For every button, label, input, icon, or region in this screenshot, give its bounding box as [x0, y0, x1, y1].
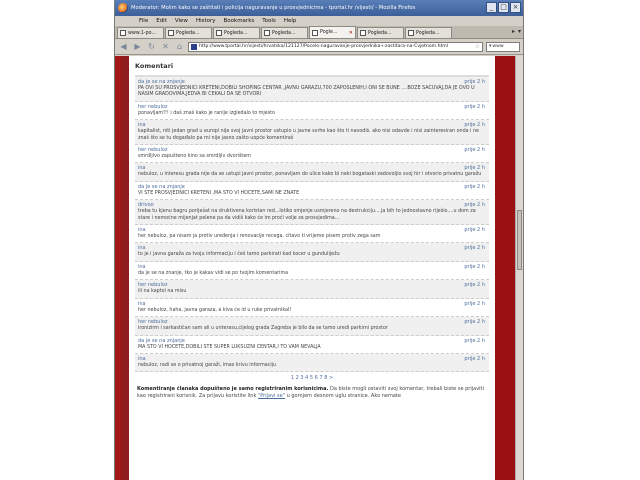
comment-time: prije 2 h — [464, 300, 485, 307]
url-bar[interactable] — [188, 42, 483, 52]
page-favicon-icon — [312, 30, 318, 36]
tab-label: Pogleda... — [368, 30, 392, 36]
comments-heading: Komentari — [135, 62, 489, 77]
tab-label: Pogleda... — [224, 30, 248, 36]
comment-item — [135, 243, 489, 261]
page-favicon-icon — [408, 30, 414, 36]
scrollbar-thumb[interactable] — [517, 210, 522, 270]
comment-author[interactable]: ina — [138, 245, 146, 252]
comment-meta — [138, 245, 489, 251]
page-content — [129, 56, 495, 480]
comment-item — [135, 182, 489, 200]
pagination[interactable]: 1 2 3 4 5 6 7 8 > — [290, 375, 334, 382]
comment-item — [135, 317, 489, 335]
comment-meta — [138, 338, 489, 344]
home-icon[interactable]: ⌂ — [176, 42, 183, 51]
comment-notice — [135, 383, 489, 399]
comment-author[interactable]: her nebuloz — [138, 319, 168, 326]
comment-list — [135, 77, 489, 372]
window-title: Moderator: Molim kako se zaštitati i policija naguravanje u prosvjednicima - tportal.hr /vijesti/ - Mozilla Firefox — [131, 5, 416, 11]
comment-time: prije 2 h — [464, 355, 485, 362]
menu-history[interactable]: History — [195, 18, 216, 24]
close-tab-icon[interactable]: ✕ — [348, 29, 353, 36]
comment-author[interactable]: ina — [138, 227, 146, 234]
comment-author[interactable]: her nebuloz — [138, 147, 168, 154]
comment-item — [135, 354, 489, 372]
comment-meta — [138, 356, 489, 362]
comment-item — [135, 145, 489, 163]
site-favicon-icon — [191, 44, 197, 50]
menu-help[interactable]: Help — [283, 18, 297, 24]
comment-meta — [138, 227, 489, 233]
comment-text: nebuloz, radi se o privatnoj garaži, imas krivu informaciju — [138, 362, 277, 368]
comment-author[interactable]: her nebuloz — [138, 103, 168, 110]
comment-text: ironizirm i sarkastičan sam ali u unterasu,cijelog grada Zagreba je bilo da se tamo uredi parkirni prostor — [138, 326, 388, 332]
reload-icon[interactable]: ↻ — [148, 42, 155, 51]
comment-text: her nebuloz, haha, javna garaza, a kiva će id u ruke privatnikal! — [138, 307, 292, 313]
tab-label: Pogleda... — [176, 30, 200, 36]
tab-label: Pogle... — [320, 30, 338, 35]
comment-author[interactable]: ina — [138, 300, 146, 307]
comment-meta — [138, 202, 489, 208]
page-favicon-icon — [216, 30, 222, 36]
comment-time: prije 2 h — [464, 227, 485, 234]
comment-item — [135, 280, 489, 298]
comment-meta — [138, 301, 489, 307]
comment-item — [135, 299, 489, 317]
notice-text: Da biste mogli ostaviti svoj komentar, trebali biste se prijaviti kao registrirani korisnik. Za prijavu koristite link — [137, 386, 484, 399]
comment-meta — [138, 122, 489, 128]
menu-file[interactable]: File — [139, 18, 149, 24]
left-red-border — [115, 56, 121, 480]
comment-time: prije 2 h — [464, 147, 485, 154]
comment-author[interactable]: her nebuloz — [138, 282, 168, 289]
comment-item — [135, 102, 489, 120]
page-favicon-icon — [168, 30, 174, 36]
tab-strip — [115, 26, 523, 39]
right-red-border — [495, 56, 515, 480]
comment-time: prije 2 h — [464, 337, 485, 344]
comment-meta — [138, 282, 489, 288]
comment-time: prije 2 h — [464, 202, 485, 209]
comment-text: da je se na znanje, tko je kakav vidi se po tvojim komentarima — [138, 270, 289, 276]
tab-scroll-controls — [512, 28, 521, 35]
comment-text: MA STO VI HOCETE,DOBILI STE SUPER LUKSUZNI CENTAR,I TO VAM NEVALJA — [138, 344, 321, 350]
comment-meta — [138, 319, 489, 325]
tab-1[interactable] — [117, 27, 164, 38]
comment-text: nebuloz, u interesu grada nije da se ustupi javni prostor, ponavljam do ulice kako bi neki bogataski zadovoljio svoj hir i otvorio privatnu garažu — [138, 172, 482, 178]
comment-item — [135, 225, 489, 243]
comment-item — [135, 336, 489, 354]
comment-item — [135, 262, 489, 280]
comment-text: kapitalist, niti jedan grad u europi nije svoj javni prostor ustupio u javne svrhe kao što ti navodiš. ako nisi odavde i nisi zainteresiran onda i ne znaš što se tu događalo pa mi nije jasno zašto uopće komentiraš — [138, 129, 479, 141]
comment-text: smrdljivo zapušteno kino sa smrdljiv dvorištem — [138, 154, 251, 160]
tab-label: www.1-po... — [128, 30, 157, 36]
notice-tail: u gornjem desnom uglu stranice. Ako nemate — [286, 392, 401, 399]
tab-label: Pogleda... — [272, 30, 296, 36]
minimize-button[interactable]: _ — [486, 2, 497, 13]
tab-7[interactable] — [405, 27, 452, 38]
comment-time: prije 2 h — [464, 183, 485, 190]
comment-author[interactable]: ina — [138, 122, 146, 129]
comment-author[interactable]: drivoo — [138, 202, 154, 209]
comment-meta — [138, 79, 489, 85]
comment-author[interactable]: ina — [138, 165, 146, 172]
maximize-button[interactable]: □ — [498, 2, 509, 13]
comment-author[interactable]: da je se na znjanje — [138, 337, 185, 344]
window-controls — [486, 2, 521, 13]
menu-bookmarks[interactable]: Bookmarks — [223, 18, 255, 24]
comment-time: prije 2 h — [464, 103, 485, 110]
title-bar[interactable] — [115, 0, 523, 16]
page-viewport — [115, 56, 523, 480]
comment-time: prije 2 h — [464, 319, 485, 326]
close-button[interactable]: × — [510, 2, 521, 13]
comment-text: ili na kaptol na misu — [138, 289, 187, 295]
menu-view[interactable]: View — [174, 18, 188, 24]
notice-title: Komentiranje članaka dopušteno je samo registriranim korisnicima. — [137, 386, 329, 393]
comment-time: prije 2 h — [464, 263, 485, 270]
comment-meta — [138, 165, 489, 171]
tab-5-active[interactable] — [309, 26, 356, 38]
page-favicon-icon — [264, 30, 270, 36]
comment-meta — [138, 264, 489, 270]
url-text: http://www.tportal.hr/vijesti/hrvatska/121127/Pocelo-naguravanje-prosvjednika-i-zastitara-na-Cvjetnom.html — [199, 44, 449, 49]
stop-icon[interactable]: ✕ — [162, 42, 169, 51]
comment-text: her nebuloz, pa nisam ja protiv uređenja i renovacije recega, citavo ti vrijeme pisem protiv zega sam — [138, 234, 381, 240]
forward-arrow-icon[interactable]: ▶ — [134, 42, 141, 51]
page-favicon-icon — [360, 30, 366, 36]
search-engine-icon[interactable]: ▾ — [489, 44, 492, 49]
tab-scroll-right-icon[interactable]: ▸ — [511, 28, 515, 35]
tab-label: Pogleda... — [416, 30, 440, 36]
comment-author[interactable]: da je se na znjanje — [138, 79, 185, 85]
comment-author[interactable]: da je se na znjanje — [138, 183, 185, 190]
firefox-icon — [118, 3, 128, 13]
comment-author[interactable]: ina — [138, 263, 146, 270]
comment-text: VI STE PROSVJEDNICI KRETENI ,MA STO VI HOCETE,SAMI NE ZNATE — [138, 190, 300, 196]
search-box[interactable] — [486, 42, 520, 52]
tab-3[interactable] — [213, 27, 260, 38]
comment-time: prije 2 h — [464, 122, 485, 129]
comment-meta — [138, 104, 489, 110]
comment-item — [135, 77, 489, 102]
comment-text: treba tu kjenu bagru porijeśat na druktivena koristan red...lotiko smjenje usmjereno na destrukciju....ja bih to jednostavno riješio....u dom za stare i nemoćne mijenjat pelene pa da vidiš kako će im proći volje za prosvjedima... — [138, 209, 476, 221]
menu-bar — [115, 16, 523, 26]
browser-window — [114, 0, 524, 480]
back-arrow-icon[interactable]: ◀ — [120, 42, 127, 51]
tab-6[interactable] — [357, 27, 404, 38]
login-link[interactable]: "Prijavi se" — [257, 392, 285, 399]
comment-meta — [138, 147, 489, 153]
comment-text: PA OVI SU PROSVJEDNICI KRETENI,DOBILI SHOPING CENTAR ,JAVNU GARAZU,700 ZAPOSLENIH,I ONI SE BUNE ....BOZE SACUVAJ,DA JE OVO U NASIM GRADOVIMA,JEDVA BI CEKALI DA SE OTVORI — [138, 86, 475, 98]
comment-item — [135, 200, 489, 225]
comment-time: prije 2 h — [464, 245, 485, 252]
tab-2[interactable] — [165, 27, 212, 38]
search-placeholder: www — [492, 44, 504, 49]
tab-list-icon[interactable]: ▾ — [517, 28, 521, 35]
tab-4[interactable] — [261, 27, 308, 38]
comment-author[interactable]: ina — [138, 355, 146, 362]
comment-time: prije 2 h — [464, 282, 485, 289]
page-favicon-icon — [120, 30, 126, 36]
menu-tools[interactable]: Tools — [262, 18, 276, 24]
navigation-bar — [115, 39, 523, 55]
comment-meta — [138, 184, 489, 190]
comment-text: ponavljam!!! i daš znaš kako je ranije izgledalo to mjesto — [138, 110, 275, 116]
comment-time: prije 2 h — [464, 165, 485, 172]
bookmark-star-icon[interactable]: ☆ — [474, 43, 480, 50]
comment-item — [135, 120, 489, 145]
comment-time: prije 2 h — [464, 79, 485, 85]
menu-edit[interactable]: Edit — [156, 18, 167, 24]
comment-text: to je i javna garaža za tvoju informaciju i češ tamo parkirati kad kocer u gunduliježu — [138, 252, 340, 258]
comment-item — [135, 163, 489, 181]
vertical-scrollbar[interactable] — [515, 56, 523, 480]
